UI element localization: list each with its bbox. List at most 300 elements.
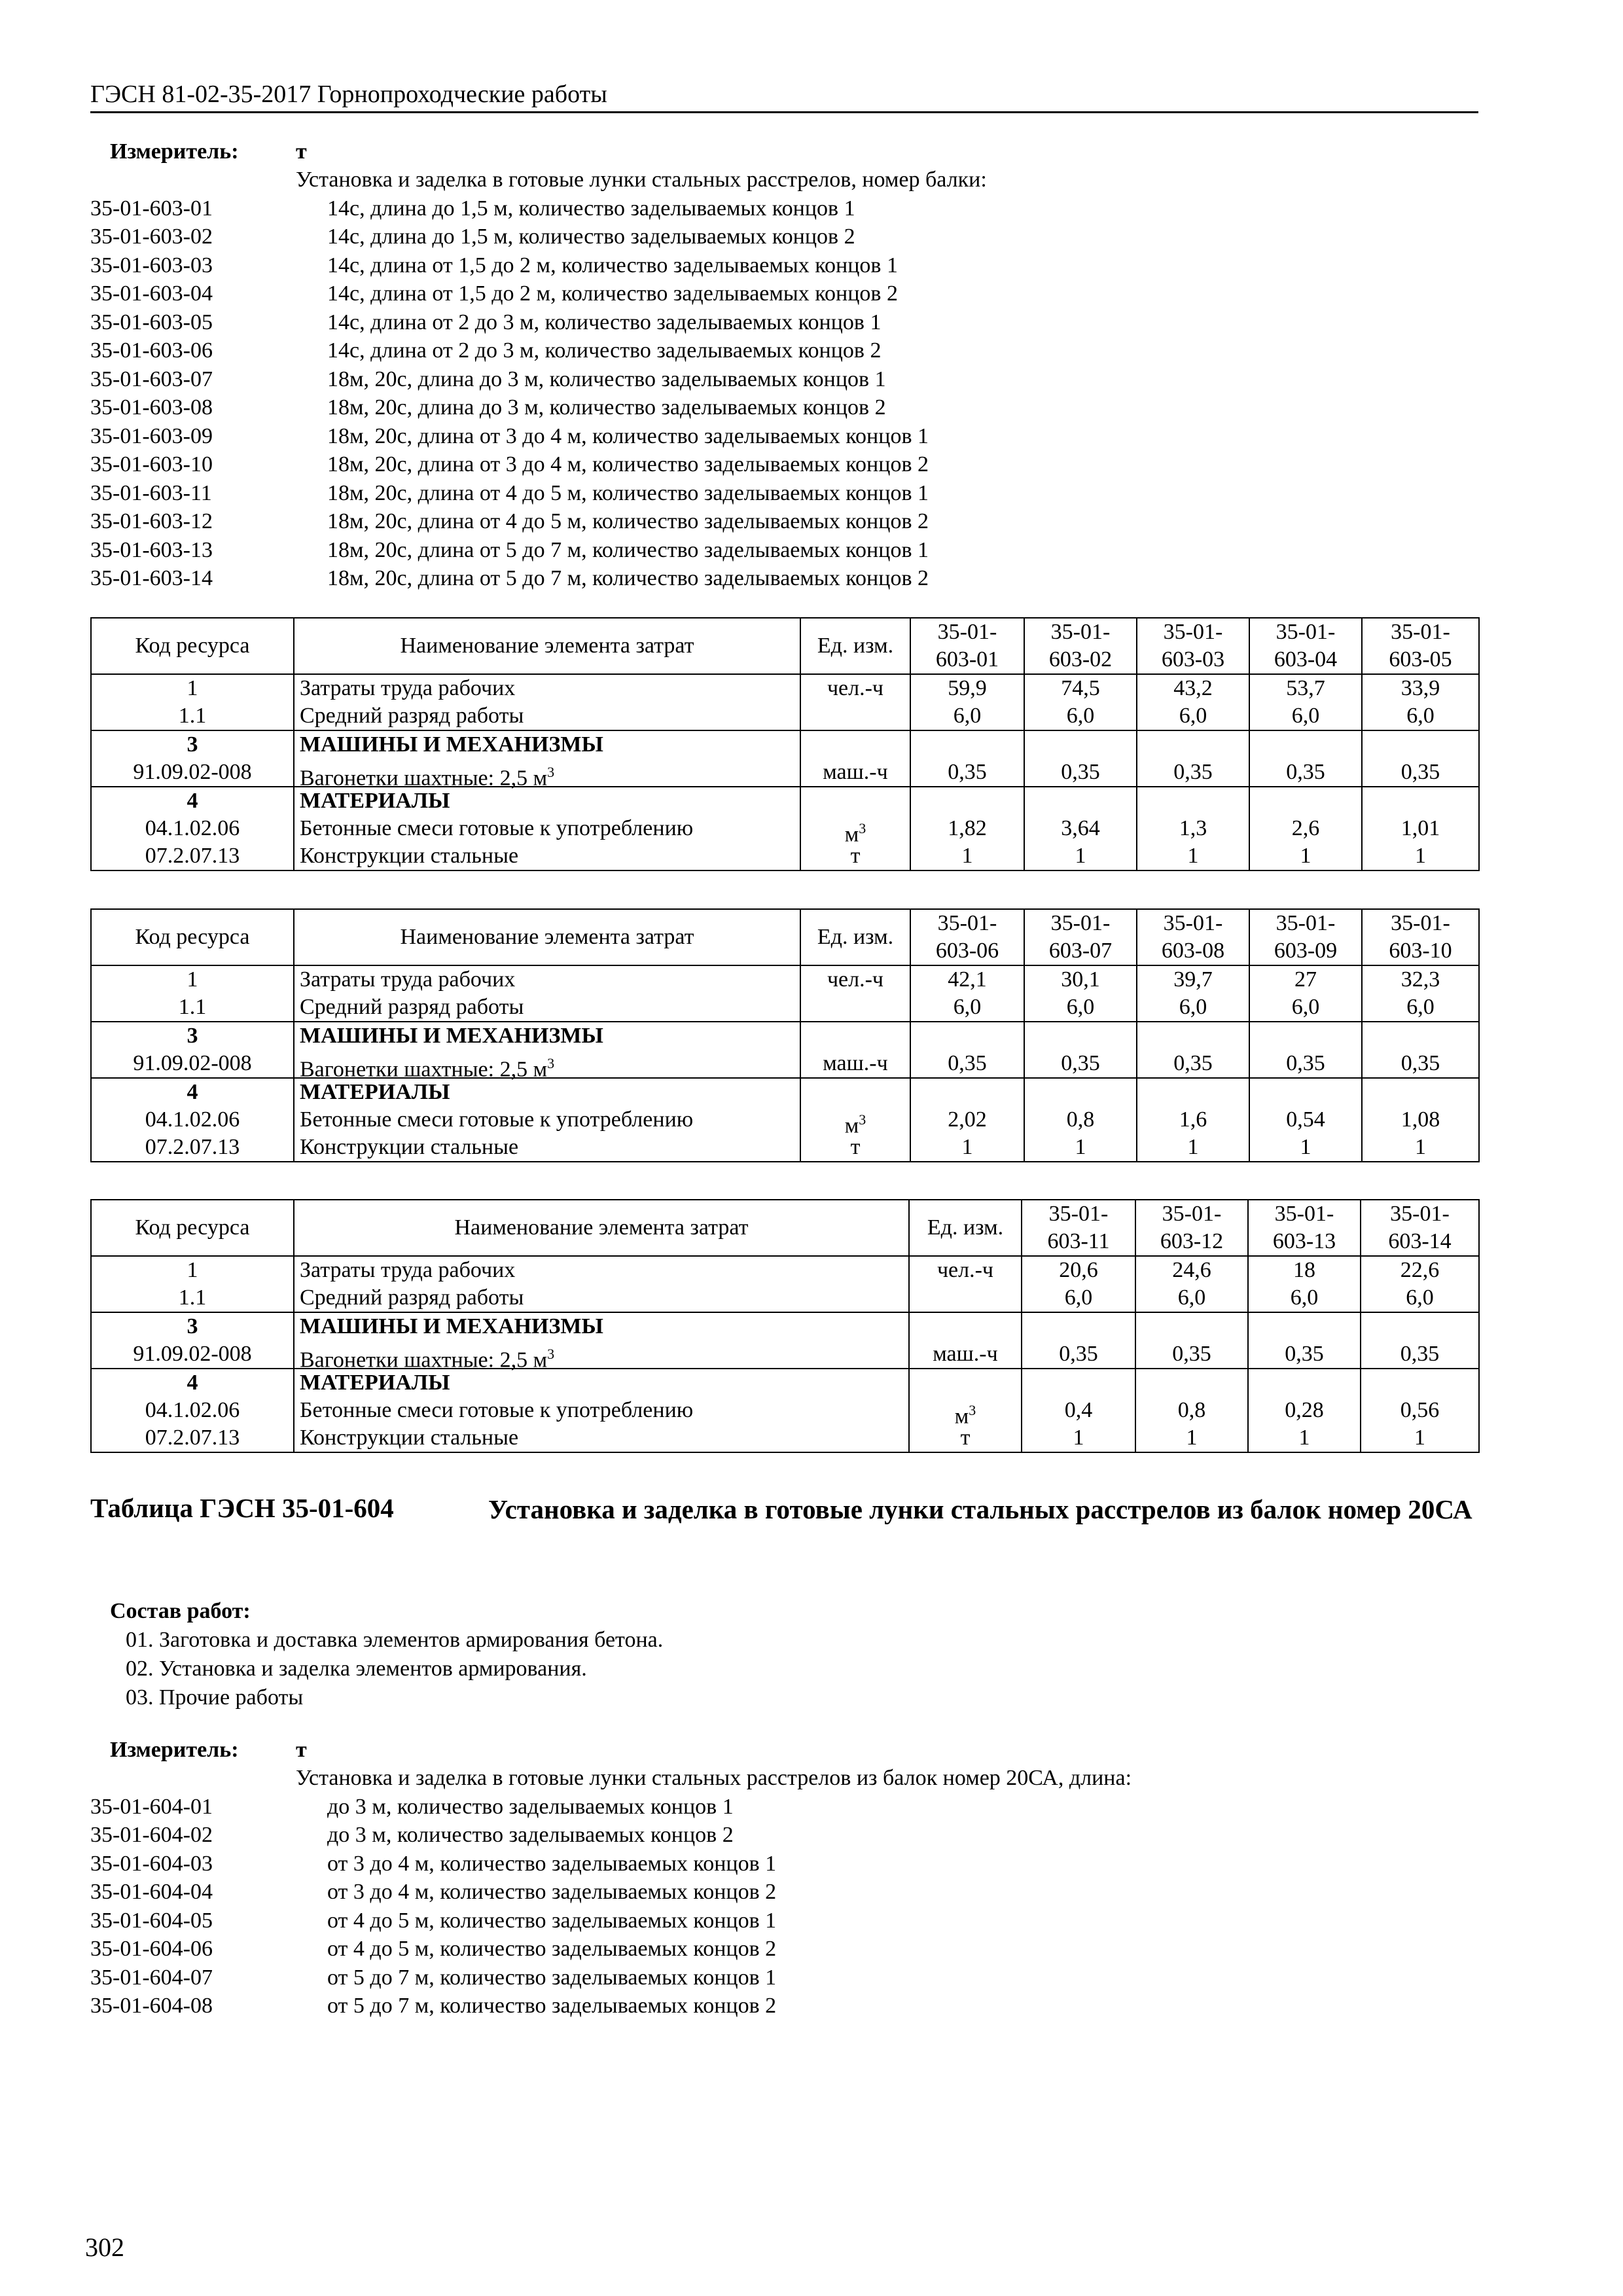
measure-item: [90, 1935, 1478, 1964]
value-cell: [1362, 730, 1479, 787]
section-heading: МАШИНЫ И МЕХАНИЗМЫ: [300, 732, 603, 757]
superscript: 3: [547, 1055, 555, 1071]
row-code: 07.2.07.13: [145, 1426, 240, 1450]
steel-value: 1: [1300, 844, 1311, 868]
steel-value: 1: [1186, 1426, 1198, 1450]
measure-item-text: 14с, длина от 2 до 3 м, количество заделываемых концов 1: [327, 310, 882, 334]
row-unit: маш.-ч: [823, 1051, 888, 1075]
row-unit-cell: [800, 1078, 910, 1162]
measure-item-code: 35-01-603-04: [90, 281, 213, 306]
labor-value: 33,9: [1400, 676, 1440, 700]
row-code: 91.09.02-008: [133, 1342, 252, 1366]
row-name: Конструкции стальные: [300, 1135, 519, 1159]
rate-code-bottom: 603-02: [1048, 647, 1113, 672]
header-rate-code: [1137, 618, 1249, 674]
value-cell: [1137, 787, 1249, 870]
measure-items-list: [90, 1793, 1478, 2020]
row-name: Затраты труда рабочих: [300, 676, 516, 700]
header-name: Наименование элемента затрат: [294, 618, 800, 674]
grade-value: 6,0: [1290, 1285, 1319, 1310]
rate-code-bottom: 603-04: [1274, 647, 1338, 672]
value-cell: [1137, 1078, 1249, 1162]
row-code: 1: [187, 967, 198, 992]
measure-item-code: 35-01-603-13: [90, 537, 213, 562]
concrete-value: 0,56: [1400, 1398, 1440, 1422]
value-cell: [1135, 1256, 1248, 1312]
row-unit-cell: [800, 787, 910, 870]
row-unit: чел.-ч: [936, 1258, 994, 1282]
rate-code-bottom: 603-05: [1389, 647, 1452, 672]
measure-item: [90, 280, 1478, 309]
value-cell: [1024, 965, 1137, 1022]
labor-value: 74,5: [1061, 676, 1100, 700]
header-rate-code: [1024, 909, 1137, 965]
value-cell: [1137, 730, 1249, 787]
measure-item-text: от 5 до 7 м, количество заделываемых концов 1: [327, 1965, 777, 1990]
header-rate-code: [1137, 909, 1249, 965]
measure-item: [90, 365, 1478, 394]
row-unit-text: м: [844, 822, 859, 847]
grade-value: 6,0: [1179, 704, 1207, 728]
row-unit: [806, 994, 904, 1021]
header-name: Наименование элемента затрат: [294, 909, 800, 965]
concrete-value: 1,82: [948, 816, 987, 840]
header-rate-code: [1249, 618, 1362, 674]
row-code-cell: [91, 1022, 294, 1078]
work-composition-item: 03. Прочие работы: [126, 1685, 304, 1710]
value-cell: [1362, 674, 1479, 730]
wagons-value: 0,35: [1061, 1051, 1100, 1075]
measure-item: [90, 337, 1478, 366]
row-unit: [806, 1106, 904, 1138]
row-name: Конструкции стальные: [300, 1426, 519, 1450]
row-code-cell: [91, 787, 294, 870]
materials-group-row: [91, 1078, 1479, 1162]
machines-group-row: [91, 1022, 1479, 1078]
measure-unit: т: [296, 139, 307, 164]
value-cell: [1137, 965, 1249, 1022]
row-unit-cell: [909, 1369, 1022, 1452]
measure-items-list: [90, 194, 1478, 593]
superscript: 3: [547, 764, 555, 780]
value-cell: [1024, 674, 1137, 730]
value-cell: [1022, 1369, 1135, 1452]
rate-code-top: 35-01-: [1391, 620, 1450, 644]
value-cell: [1248, 1256, 1361, 1312]
rate-code-top: 35-01-: [1162, 1202, 1222, 1226]
wagons-value: 0,35: [1172, 1342, 1211, 1366]
value-cell: [1361, 1312, 1479, 1369]
row-name-cell: [294, 1078, 800, 1162]
section-heading: МАШИНЫ И МЕХАНИЗМЫ: [300, 1314, 603, 1338]
measure-item: [90, 1964, 1478, 1992]
concrete-value: 0,8: [1177, 1398, 1206, 1422]
row-name-text: Вагонетки шахтные: 2,5 м: [300, 766, 548, 791]
row-name: [300, 1050, 794, 1082]
materials-group-row: [91, 1369, 1479, 1452]
concrete-value: 1,08: [1400, 1107, 1440, 1132]
measure-description-row: [90, 166, 1478, 195]
measure-item: [90, 223, 1478, 252]
rate-code-top: 35-01-: [1275, 620, 1336, 644]
value-cell: [1022, 1312, 1135, 1369]
row-unit-cell: [800, 674, 910, 730]
grade-value: 6,0: [1179, 995, 1207, 1019]
measure-block-604: [90, 1736, 1478, 2020]
measure-item-text: от 4 до 5 м, количество заделываемых концов 2: [327, 1937, 777, 1962]
labor-value: 53,7: [1286, 676, 1325, 700]
rate-code-bottom: 603-10: [1389, 939, 1452, 963]
measure-item: [90, 536, 1478, 565]
steel-value: 1: [961, 1135, 973, 1159]
header-unit: Ед. изм.: [909, 1200, 1022, 1256]
steel-value: 1: [1415, 844, 1426, 868]
measure-item-text: 18м, 20с, длина от 5 до 7 м, количество заделываемых концов 2: [327, 566, 929, 591]
steel-value: 1: [1298, 1426, 1310, 1450]
row-code: 3: [187, 1024, 198, 1048]
measure-item: [90, 308, 1478, 337]
section-heading: МАТЕРИАЛЫ: [300, 1371, 450, 1395]
row-code: 4: [187, 1080, 198, 1104]
rate-code-bottom: 603-06: [935, 939, 999, 963]
value-cell: [1022, 1256, 1135, 1312]
value-cell: [1362, 1022, 1479, 1078]
row-unit: маш.-ч: [933, 1342, 998, 1366]
measure-item-code: 35-01-603-09: [90, 423, 213, 448]
measure-item: [90, 1850, 1478, 1878]
value-cell: [910, 730, 1024, 787]
grade-value: 6,0: [1064, 1285, 1093, 1310]
grade-value: 6,0: [1406, 1285, 1434, 1310]
row-name: Средний разряд работы: [300, 1285, 524, 1310]
measure-item-code: 35-01-603-03: [90, 253, 213, 278]
concrete-value: 3,64: [1061, 816, 1100, 840]
labor-value: 18: [1293, 1258, 1315, 1282]
row-code: 1.1: [178, 1285, 207, 1310]
labor-value: 39,7: [1173, 967, 1213, 992]
row-unit-cell: [909, 1312, 1022, 1369]
row-unit: т: [960, 1426, 971, 1450]
labor-group-row: [91, 674, 1479, 730]
measure-unit: т: [296, 1737, 307, 1762]
row-unit-cell: [800, 1022, 910, 1078]
labor-value: 30,1: [1061, 967, 1100, 992]
measure-item-text: 14с, длина до 1,5 м, количество заделываемых концов 1: [327, 196, 855, 221]
table-604-label: Таблица ГЭСН 35-01-604: [90, 1493, 394, 1523]
grade-value: 6,0: [1406, 995, 1435, 1019]
wagons-value: 0,35: [1173, 760, 1213, 784]
measure-item-text: до 3 м, количество заделываемых концов 2: [327, 1823, 734, 1848]
measure-item-text: 18м, 20с, длина от 4 до 5 м, количество заделываемых концов 1: [327, 480, 929, 505]
grade-value: 6,0: [1177, 1285, 1206, 1310]
value-cell: [1024, 787, 1137, 870]
measure-item-code: 35-01-603-12: [90, 509, 213, 534]
row-unit: [806, 815, 904, 847]
header-rate-code: [1022, 1200, 1135, 1256]
value-cell: [1248, 1312, 1361, 1369]
measure-item-code: 35-01-603-14: [90, 566, 213, 591]
row-unit: чел.-ч: [827, 676, 884, 700]
measure-item-code: 35-01-604-02: [90, 1823, 213, 1848]
row-name-cell: [294, 1256, 909, 1312]
value-cell: [910, 1022, 1024, 1078]
resource-table-1: [90, 617, 1480, 871]
row-unit: т: [850, 1135, 861, 1159]
row-name-text: Вагонетки шахтные: 2,5 м: [300, 1348, 548, 1372]
row-code: 1.1: [178, 995, 207, 1019]
measure-item: [90, 565, 1478, 594]
value-cell: [1249, 1078, 1362, 1162]
rate-code-top: 35-01-: [1275, 911, 1336, 935]
measure-item-code: 35-01-603-02: [90, 224, 213, 249]
rate-code-top: 35-01-: [1163, 911, 1223, 935]
row-name-text: Вагонетки шахтные: 2,5 м: [300, 1057, 548, 1082]
measure-item-text: 14с, длина от 1,5 до 2 м, количество заделываемых концов 2: [327, 281, 898, 306]
measure-item-code: 35-01-604-05: [90, 1908, 213, 1933]
row-code: 1: [187, 1258, 198, 1282]
grade-value: 6,0: [1066, 704, 1095, 728]
measure-item-text: от 4 до 5 м, количество заделываемых концов 1: [327, 1908, 777, 1933]
value-cell: [1362, 965, 1479, 1022]
rate-code-bottom: 603-13: [1272, 1229, 1336, 1253]
row-code-cell: [91, 730, 294, 787]
value-cell: [1137, 674, 1249, 730]
header-rate-code: [910, 909, 1024, 965]
steel-value: 1: [1414, 1426, 1425, 1450]
measure-item-text: 18м, 20с, длина до 3 м, количество заделываемых концов 1: [327, 367, 886, 391]
rate-code-top: 35-01-: [1050, 911, 1111, 935]
rate-code-bottom: 603-12: [1160, 1229, 1224, 1253]
header-code: Код ресурса: [91, 909, 294, 965]
rate-code-top: 35-01-: [1048, 1202, 1109, 1226]
measure-item-text: от 3 до 4 м, количество заделываемых концов 2: [327, 1880, 777, 1905]
wagons-value: 0,35: [1400, 1051, 1440, 1075]
steel-value: 1: [1187, 1135, 1199, 1159]
row-code: 1: [187, 676, 198, 700]
rate-code-top: 35-01-: [1274, 1202, 1334, 1226]
labor-value: 32,3: [1400, 967, 1440, 992]
measure-item-code: 35-01-603-06: [90, 338, 213, 363]
measure-item: [90, 194, 1478, 223]
measure-item: [90, 1878, 1478, 1907]
measure-item: [90, 422, 1478, 451]
row-name: Затраты труда рабочих: [300, 1258, 516, 1282]
concrete-value: 0,28: [1285, 1398, 1324, 1422]
measure-item: [90, 1793, 1478, 1821]
labor-value: 59,9: [948, 676, 987, 700]
work-composition-heading: Состав работ:: [110, 1599, 251, 1623]
measure-item-text: 18м, 20с, длина от 3 до 4 м, количество заделываемых концов 2: [327, 452, 929, 477]
measure-item-text: от 3 до 4 м, количество заделываемых концов 1: [327, 1851, 777, 1876]
steel-value: 1: [961, 844, 973, 868]
measure-item-code: 35-01-604-06: [90, 1937, 213, 1962]
row-code-cell: [91, 1312, 294, 1369]
measure-item-code: 35-01-604-07: [90, 1965, 213, 1990]
measure-item: [90, 251, 1478, 280]
resource-table-3: [90, 1199, 1480, 1453]
wagons-value: 0,35: [1061, 760, 1100, 784]
measure-item-code: 35-01-603-05: [90, 310, 213, 334]
row-code: 91.09.02-008: [133, 1051, 252, 1075]
value-cell: [1024, 1022, 1137, 1078]
work-composition: [110, 1597, 663, 1712]
header-rate-code: [1248, 1200, 1361, 1256]
value-cell: [1361, 1369, 1479, 1452]
wagons-value: 0,35: [1286, 1051, 1325, 1075]
header-rate-code: [910, 618, 1024, 674]
steel-value: 1: [1075, 1135, 1086, 1159]
wagons-value: 0,35: [1400, 1342, 1440, 1366]
grade-value: 6,0: [1066, 995, 1095, 1019]
value-cell: [1135, 1369, 1248, 1452]
rate-code-bottom: 603-07: [1048, 939, 1113, 963]
row-code: 1.1: [178, 704, 207, 728]
measure-item-code: 35-01-604-08: [90, 1994, 213, 2018]
header-code: Код ресурса: [91, 618, 294, 674]
row-name-cell: [294, 1022, 800, 1082]
materials-group-row: [91, 787, 1479, 870]
concrete-value: 1,6: [1179, 1107, 1207, 1132]
page-header: [90, 75, 1478, 113]
measure-header-row: [90, 1736, 1478, 1765]
steel-value: 1: [1075, 844, 1086, 868]
rate-code-bottom: 603-14: [1388, 1229, 1452, 1253]
measure-item-code: 35-01-604-03: [90, 1851, 213, 1876]
value-cell: [910, 787, 1024, 870]
row-code-cell: [91, 965, 294, 1022]
value-cell: [1249, 787, 1362, 870]
value-cell: [1249, 730, 1362, 787]
header-name: Наименование элемента затрат: [294, 1200, 909, 1256]
grade-value: 6,0: [1291, 704, 1320, 728]
rate-code-top: 35-01-: [1390, 1202, 1450, 1226]
value-cell: [1249, 1022, 1362, 1078]
measure-item: [90, 1821, 1478, 1850]
grade-value: 6,0: [1291, 995, 1320, 1019]
row-code-cell: [91, 1369, 294, 1452]
measure-item-code: 35-01-603-08: [90, 395, 213, 420]
table-header-row: [91, 618, 1479, 674]
concrete-value: 2,6: [1291, 816, 1320, 840]
measure-item-text: до 3 м, количество заделываемых концов 1: [327, 1794, 734, 1819]
measure-block-603: [90, 137, 1478, 593]
value-cell: [1024, 730, 1137, 787]
labor-value: 20,6: [1059, 1258, 1098, 1282]
value-cell: [1024, 1078, 1137, 1162]
superscript: 3: [547, 1346, 555, 1362]
value-cell: [910, 965, 1024, 1022]
row-name-cell: [294, 965, 800, 1022]
rate-code-bottom: 603-11: [1047, 1229, 1110, 1253]
row-code: 4: [187, 789, 198, 813]
row-name-cell: [294, 1312, 909, 1372]
work-composition-list: [110, 1626, 663, 1712]
measure-item-text: 18м, 20с, длина от 4 до 5 м, количество заделываемых концов 2: [327, 509, 929, 534]
measure-item: [90, 508, 1478, 537]
row-name: Средний разряд работы: [300, 995, 524, 1019]
superscript: 3: [859, 1111, 866, 1128]
value-cell: [1249, 965, 1362, 1022]
grade-value: 6,0: [953, 704, 982, 728]
measure-item-code: 35-01-604-04: [90, 1880, 213, 1905]
steel-value: 1: [1073, 1426, 1084, 1450]
measure-item-text: 14с, длина до 1,5 м, количество заделываемых концов 2: [327, 224, 855, 249]
row-name: Бетонные смеси готовые к употреблению: [300, 1107, 694, 1132]
rate-code-top: 35-01-: [1050, 620, 1111, 644]
header-rate-code: [1135, 1200, 1248, 1256]
row-unit-cell: [800, 730, 910, 787]
header-rate-code: [1362, 909, 1479, 965]
steel-value: 1: [1415, 1135, 1426, 1159]
row-name: Затраты труда рабочих: [300, 967, 516, 992]
header-rate-code: [1362, 618, 1479, 674]
row-name: Средний разряд работы: [300, 704, 524, 728]
measure-item-code: 35-01-603-01: [90, 196, 213, 221]
labor-value: 43,2: [1173, 676, 1213, 700]
value-cell: [910, 1078, 1024, 1162]
row-name: Бетонные смеси готовые к употреблению: [300, 816, 694, 840]
measure-item-text: 18м, 20с, длина до 3 м, количество заделываемых концов 2: [327, 395, 886, 420]
header-code: Код ресурса: [91, 1200, 294, 1256]
value-cell: [1248, 1369, 1361, 1452]
row-unit-text: м: [844, 1113, 859, 1138]
measure-item-text: 14с, длина от 2 до 3 м, количество заделываемых концов 2: [327, 338, 882, 363]
wagons-value: 0,35: [948, 1051, 987, 1075]
value-cell: [1249, 674, 1362, 730]
table-604-name: Установка и заделка в готовые лунки стальных расстрелов из балок номер 20СА: [488, 1494, 1472, 1524]
row-unit-cell: [909, 1256, 1022, 1312]
rate-code-top: 35-01-: [937, 620, 997, 644]
table-header-row: [91, 1200, 1479, 1256]
row-unit-text: м: [954, 1404, 969, 1429]
work-composition-item: 02. Установка и заделка элементов армирования.: [126, 1657, 587, 1681]
measure-item: [90, 451, 1478, 480]
row-unit: чел.-ч: [827, 967, 884, 992]
measure-label: Измеритель:: [110, 1737, 239, 1762]
measure-description-row: [90, 1765, 1478, 1793]
row-code: 3: [187, 1314, 198, 1338]
measure-description: Установка и заделка в готовые лунки стальных расстрелов из балок номер 20СА, длина:: [296, 1766, 1132, 1791]
measure-item-code: 35-01-603-11: [90, 480, 212, 505]
row-code: 04.1.02.06: [145, 816, 240, 840]
rate-code-bottom: 603-09: [1274, 939, 1338, 963]
rate-code-bottom: 603-01: [935, 647, 999, 672]
labor-value: 42,1: [948, 967, 987, 992]
resource-table-2: [90, 908, 1480, 1162]
wagons-value: 0,35: [1286, 760, 1325, 784]
row-code: 4: [187, 1371, 198, 1395]
measure-item-text: 18м, 20с, длина от 3 до 4 м, количество заделываемых концов 1: [327, 423, 929, 448]
work-composition-item: 01. Заготовка и доставка элементов армирования бетона.: [126, 1628, 664, 1652]
labor-group-row: [91, 965, 1479, 1022]
measure-item-code: 35-01-604-01: [90, 1794, 213, 1819]
grade-value: 6,0: [1406, 704, 1435, 728]
steel-value: 1: [1187, 844, 1199, 868]
value-cell: [910, 674, 1024, 730]
section-heading: МАТЕРИАЛЫ: [300, 789, 450, 813]
header-rate-code: [1249, 909, 1362, 965]
concrete-value: 0,54: [1286, 1107, 1325, 1132]
labor-value: 24,6: [1172, 1258, 1211, 1282]
rate-code-bottom: 603-08: [1161, 939, 1225, 963]
measure-description: Установка и заделка в готовые лунки стальных расстрелов, номер балки:: [296, 168, 987, 192]
machines-group-row: [91, 1312, 1479, 1369]
measure-item-code: 35-01-603-07: [90, 367, 213, 391]
measure-item-text: 14с, длина от 1,5 до 2 м, количество заделываемых концов 1: [327, 253, 898, 278]
header-rate-code: [1024, 618, 1137, 674]
wagons-value: 0,35: [1400, 760, 1440, 784]
machines-group-row: [91, 730, 1479, 787]
